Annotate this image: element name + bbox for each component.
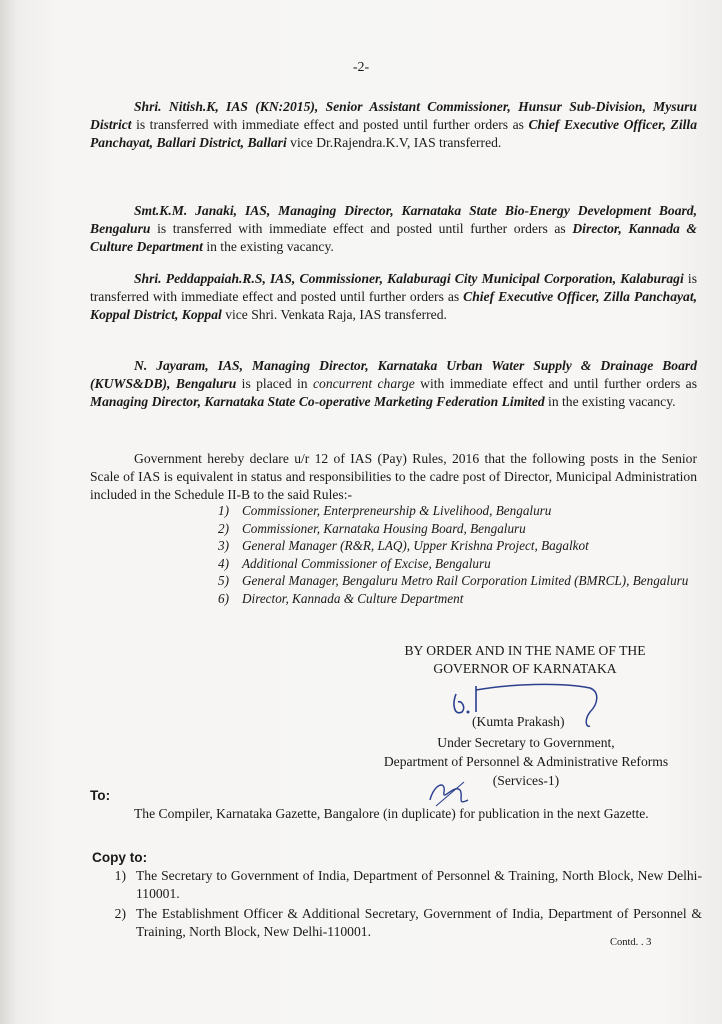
body-text: vice Shri. Venkata Raja, IAS transferred.	[221, 307, 447, 322]
copy-item: 2) The Establishment Officer & Additional Secretary, Government of India, Department of Personnel & Training, North Block, New Delhi-110001.	[114, 906, 702, 939]
to-recipient: The Compiler, Karnataka Gazette, Bangalore (in duplicate) for publication in the next Gazette.	[134, 806, 649, 821]
designation-line-3: (Services-1)	[492, 773, 560, 788]
body-text: Government hereby declare u/r 12 of IAS (Pay) Rules, 2016 that the following posts in the Senior Scale of IAS is equivalent in status and responsibilities to the cadre post of Director, Municipal Administration included in the Schedule II-B to the said Rules:-	[90, 451, 697, 502]
emphasis-text: Managing Director, Karnataka State Co-operative Marketing Federation Limited	[90, 394, 545, 409]
post-item: 4) Additional Commissioner of Excise, Bengaluru	[218, 555, 491, 571]
order-line-1: BY ORDER AND IN THE NAME OF THE	[404, 643, 646, 658]
continued-note: Contd. . 3	[610, 937, 652, 948]
emphasis-text: Chief Executive Officer, Zilla Panchayat, Koppal District, Koppal	[90, 289, 697, 322]
emphasis-text: Shri. Nitish.K, IAS (KN:2015), Senior Assistant Commissioner, Hunsur Sub-Division, Mysuru District	[90, 99, 697, 132]
declaration-paragraph	[90, 450, 697, 504]
order-paragraph-3	[90, 270, 697, 324]
body-text: in the existing vacancy.	[202, 239, 334, 254]
order-paragraph-2	[90, 202, 697, 256]
emphasis-text: Shri. Peddappaiah.R.S, IAS, Commissioner, Kalaburagi City Municipal Corporation, Kalaburagi	[134, 271, 684, 286]
order-line-2: GOVERNOR OF KARNATAKA	[433, 661, 617, 676]
signatory-designation	[340, 733, 712, 790]
equivalent-posts-list	[218, 502, 698, 608]
emphasis-text: Director, Kannada & Culture Department	[90, 221, 697, 254]
body-text: is transferred with immediate effect and posted until further orders as	[150, 221, 573, 236]
post-item: 3) General Manager (R&R, LAQ), Upper Krishna Project, Bagalkot	[218, 538, 589, 554]
emphasis-text: Smt.K.M. Janaki, IAS, Managing Director, Karnataka State Bio-Energy Development Board, Bengaluru	[90, 203, 697, 236]
body-text: is transferred with immediate effect and posted until further orders as	[90, 271, 697, 304]
designation-line-1: Under Secretary to Government,	[437, 735, 615, 750]
designation-line-2: Department of Personnel & Administrative Reforms	[383, 754, 669, 769]
copy-to-label: Copy to:	[92, 850, 148, 865]
signatory-name: (Kumta Prakash)	[472, 714, 565, 729]
copy-to-list	[90, 867, 702, 943]
body-text: is placed in	[236, 376, 313, 391]
emphasis-text: concurrent charge	[312, 376, 415, 391]
order-paragraph-4	[90, 357, 697, 411]
post-item: 1) Commissioner, Enterpreneurship & Livelihood, Bengaluru	[218, 503, 552, 518]
page-number: -2-	[352, 60, 370, 75]
emphasis-text: Chief Executive Officer, Zilla Panchayat, Ballari District, Ballari	[90, 117, 697, 150]
emphasis-text: N. Jayaram, IAS, Managing Director, Karnataka Urban Water Supply & Drainage Board (KUWS&DB), Bengaluru	[90, 358, 697, 391]
to-label: To:	[90, 788, 111, 803]
copy-item: 1) The Secretary to Government of India, Department of Personnel & Training, North Block, New Delhi-110001.	[114, 868, 702, 901]
body-text: with immediate effect and until further orders as	[414, 376, 697, 391]
body-text: vice Dr.Rajendra.K.V, IAS transferred.	[286, 135, 502, 150]
body-text: in the existing vacancy.	[544, 394, 676, 409]
post-item: 2) Commissioner, Karnataka Housing Board, Bengaluru	[218, 520, 526, 536]
order-heading	[370, 642, 680, 678]
post-item: 6) Director, Kannada & Culture Department	[218, 590, 464, 606]
body-text: is transferred with immediate effect and posted until further orders as	[131, 117, 529, 132]
post-item: 5) General Manager, Bengaluru Metro Rail Corporation Limited (BMRCL), Bengaluru	[218, 573, 689, 589]
order-paragraph-1	[90, 98, 697, 152]
